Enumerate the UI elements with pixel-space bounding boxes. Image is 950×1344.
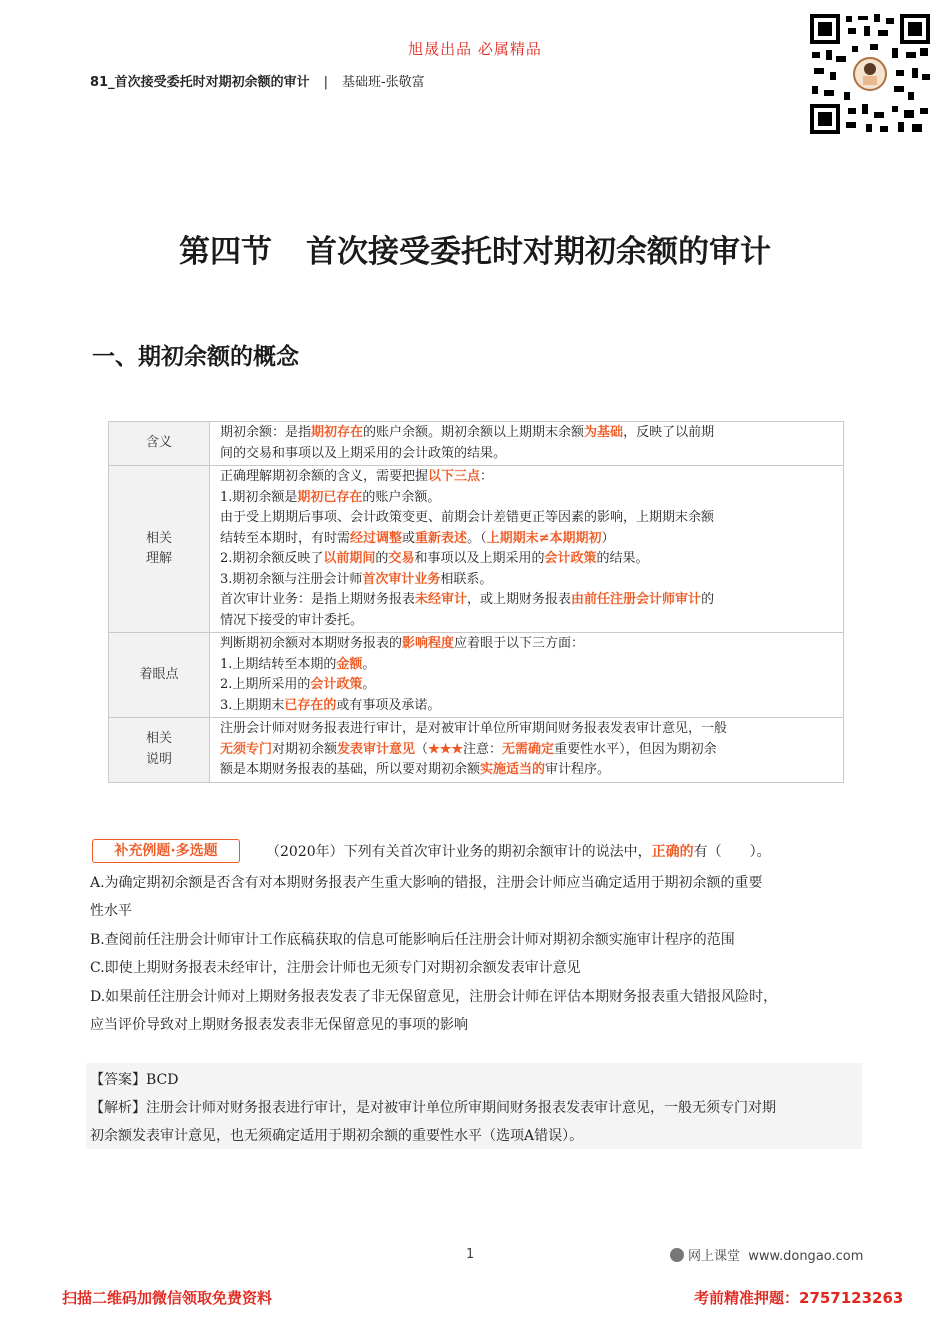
- row-content: 正确理解期初余额的含义，需要把握以下三点： 1.期初余额是期初已存在的账户余额。 由于受上期期后事项、会计政策变更、前期会计差错更正等因素的影响，上期期末余额 结转至本期时，有时需经过调整或重新表述。（上期期末≠本期期初） 2.期初余额反映了以前期间的交易和事项以及上期采用的会计政策的结果。 3.期初余额与注册会计师首次审计业务相联系。 首次审计业务：是指上期财务报表未经审计，或上期财务报表由前任注册会计师审计的 情况下接受的审计委托。: [210, 466, 844, 633]
- table-row: [109, 466, 844, 633]
- row-content: 期初余额：是指期初存在的账户余额。期初余额以上期期末余额为基础，反映了以前期 间的交易和事项以及上期采用的会计政策的结果。: [210, 422, 844, 466]
- site-brand: 网上课堂 www.dongao.com: [670, 1245, 863, 1264]
- option-c: C.即使上期财务报表未经审计，注册会计师也无须专门对期初余额发表审计意见: [90, 960, 581, 976]
- row-label: 相关 说明: [109, 718, 210, 783]
- lecture-title: 81_首次接受委托时对期初余额的审计: [90, 75, 310, 90]
- option-a: A.为确定期初余额是否含有对本期财务报表产生重大影响的错报，注册会计师应当确定适用于期初余额的重要 性水平: [90, 875, 763, 919]
- header-separator: |: [323, 75, 328, 90]
- concept-table: [108, 421, 844, 783]
- option-b: B.查阅前任注册会计师审计工作底稿获取的信息可能影响后任注册会计师对期初余额实施审计程序的范围: [90, 932, 735, 948]
- page-number: 1: [466, 1247, 475, 1262]
- answer-line: 【答案】BCD: [90, 1072, 179, 1088]
- qr-code-icon: [808, 12, 932, 136]
- table-row: [109, 718, 844, 783]
- section-heading: 一、期初余额的概念: [92, 343, 299, 370]
- row-label: 着眼点: [109, 633, 210, 718]
- dongao-logo-icon: [670, 1248, 684, 1262]
- row-label: 含义: [109, 422, 210, 466]
- question-type-badge: 补充例题·多选题: [92, 839, 240, 863]
- analysis-text: 【解析】注册会计师对财务报表进行审计，是对被审计单位所审期间财务报表发表审计意见，一般无须专门对期 初余额发表审计意见，也无须确定适用于期初余额的重要性水平（选项A错误）。: [90, 1100, 776, 1144]
- row-content: 注册会计师对财务报表进行审计，是对被审计单位所审期间财务报表发表审计意见，一般 无须专门对期初余额发表审计意见（★★★注意：无需确定重要性水平），但因为期初余 额是本期财务报表的基础，所以要对期初余额实施适当的审计程序。: [210, 718, 844, 783]
- title-section-number: 第四节: [179, 234, 272, 270]
- row-content: 判断期初余额对本期财务报表的影响程度应着眼于以下三方面： 1.上期结转至本期的金额。 2.上期所采用的会计政策。 3.上期期末已存在的或有事项及承诺。: [210, 633, 844, 718]
- table-row: [109, 633, 844, 718]
- question-stem: （2020年）下列有关首次审计业务的期初余额审计的说法中，正确的有（ ）。: [266, 844, 771, 860]
- title-text: 首次接受委托时对期初余额的审计: [306, 234, 771, 270]
- brand-slogan: 旭晟出品 必属精品: [408, 40, 542, 58]
- page-title: [0, 226, 950, 271]
- running-header: [90, 71, 425, 90]
- footer-promo-left: 扫描二维码加微信领取免费资料: [62, 1289, 273, 1307]
- row-label: 相关 理解: [109, 466, 210, 633]
- footer-promo-right: 考前精准押题：2757123263: [694, 1289, 904, 1307]
- course-name: 基础班-张敬富: [341, 75, 425, 90]
- option-d: D.如果前任注册会计师对上期财务报表发表了非无保留意见，注册会计师在评估本期财务报表重大错报风险时， 应当评价导致对上期财务报表发表非无保留意见的事项的影响: [90, 989, 778, 1033]
- table-row: [109, 422, 844, 466]
